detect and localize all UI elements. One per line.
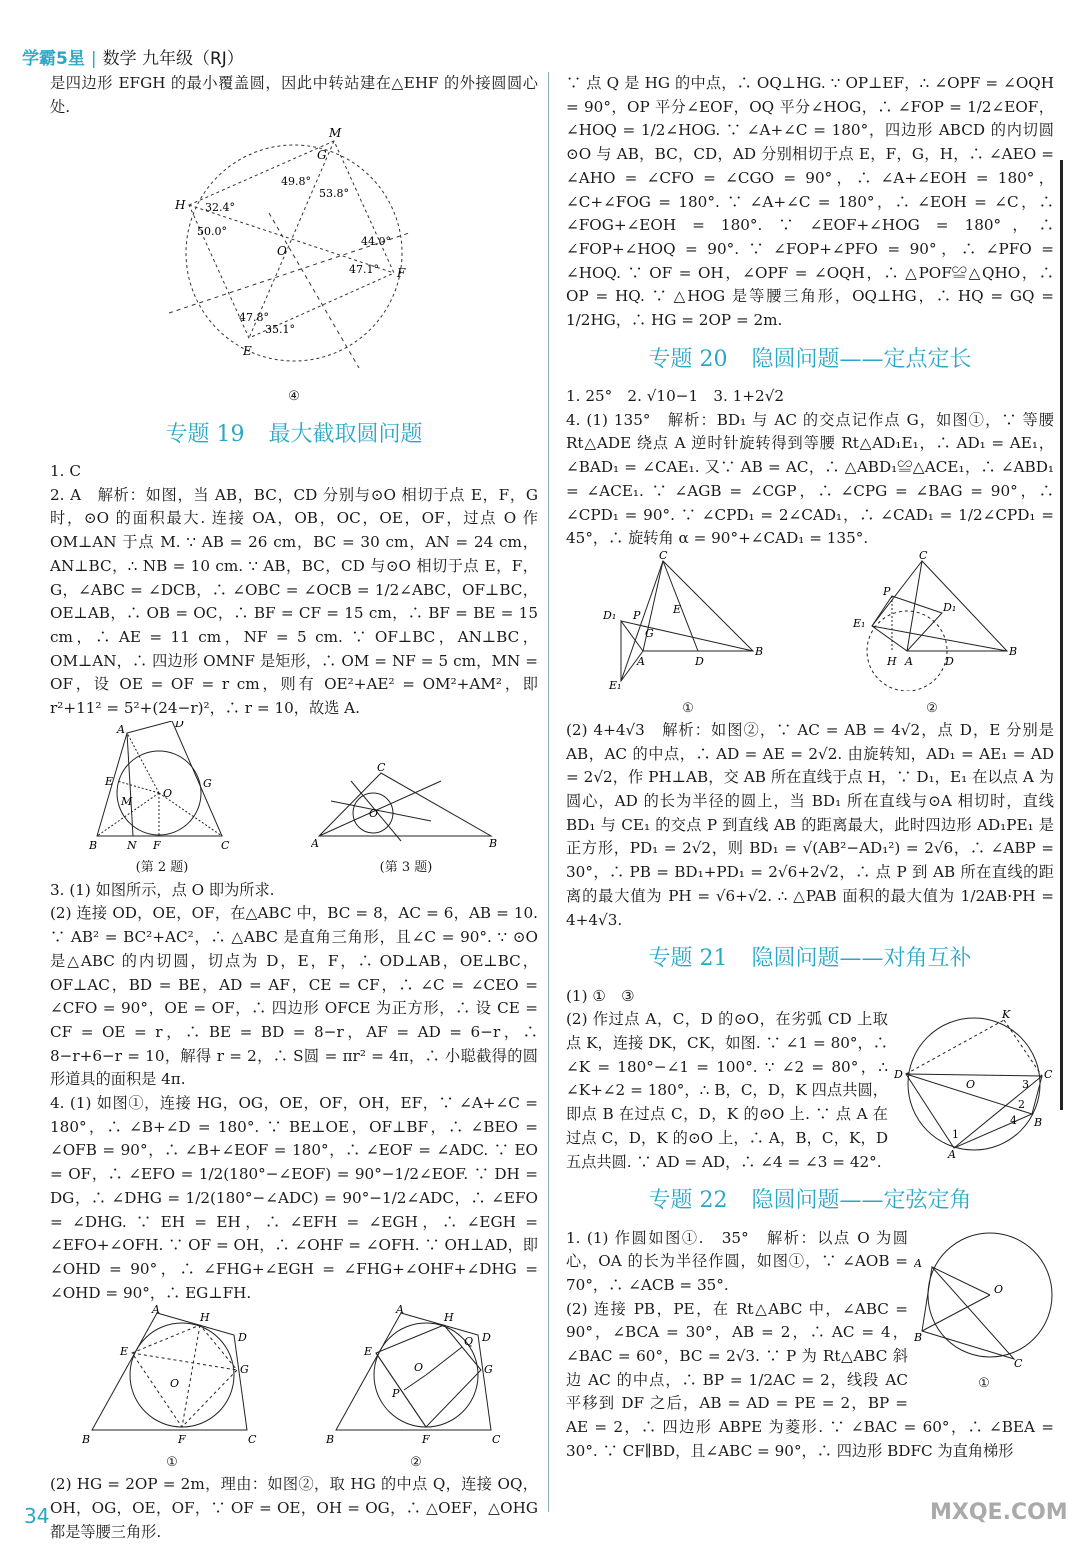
label-B: B — [82, 1433, 91, 1446]
label-E: E — [673, 602, 682, 616]
figure-4 — [169, 123, 419, 383]
figures-q2-q3 — [50, 721, 538, 879]
label-H: H — [444, 1311, 454, 1325]
label-C: C — [1044, 1068, 1053, 1082]
topic-21-number: 专题 21 — [648, 946, 728, 972]
column-divider — [548, 72, 549, 1512]
label-D1: D₁ — [943, 600, 957, 614]
label-Q: Q — [464, 1335, 474, 1349]
label-B: B — [326, 1433, 335, 1446]
label-A: A — [637, 654, 645, 668]
label-B: B — [89, 838, 98, 851]
answer-1: 1. C — [50, 461, 81, 480]
topic-21-title: 隐圆问题——对角互补 — [751, 946, 972, 972]
left-column — [50, 72, 538, 1544]
label-D: D — [175, 720, 184, 730]
angle-label: 35.1° — [265, 323, 295, 337]
label-E: E — [105, 774, 114, 788]
t20-answers-1-3: 1. 25° 2. √10−1 3. 1+2√2 — [566, 387, 785, 406]
label-P: P — [633, 608, 641, 622]
grade: 九年级（RJ） — [141, 49, 244, 69]
angle-label: 32.4° — [205, 201, 235, 215]
label-A: A — [396, 1305, 404, 1317]
label-A: A — [914, 1256, 922, 1270]
topic-21-heading — [566, 942, 1054, 976]
figure-q2 — [87, 721, 237, 851]
label-N: N — [127, 838, 137, 851]
label-A: A — [948, 1148, 956, 1159]
t21-answer-1: (1) ① ③ — [566, 986, 635, 1005]
label-F: F — [153, 838, 161, 851]
answer-3a: 3. (1) 如图所示，点 O 即为所求. — [50, 880, 275, 899]
label-O: O — [277, 244, 287, 259]
figure-4-caption: ④ — [288, 389, 300, 405]
page-edge-bar — [1060, 160, 1063, 1110]
topic-20-heading — [566, 343, 1054, 377]
t20-figure-1 — [603, 551, 773, 691]
label-O: O — [369, 806, 379, 820]
label-G: G — [240, 1363, 249, 1377]
label-B: B — [1009, 644, 1017, 658]
label-D: D — [482, 1331, 491, 1345]
label-P: P — [392, 1387, 400, 1401]
figure-q4-1-caption: ① — [166, 1455, 178, 1471]
label-D: D — [238, 1331, 247, 1345]
label-B: B — [755, 644, 764, 658]
angle-3: 3 — [1022, 1078, 1029, 1092]
angle-label: 44.0° — [361, 235, 391, 249]
label-O: O — [994, 1282, 1004, 1296]
label-A: A — [117, 722, 125, 736]
label-O: O — [163, 786, 173, 800]
angle-4: 4 — [1010, 1114, 1017, 1128]
intro-text: 是四边形 EFGH 的最小覆盖圆，因此中转站建在△EHF 的外接圆圆心处. — [50, 74, 538, 116]
t20-figure-1-caption: ① — [682, 700, 694, 716]
label-K: K — [1002, 1008, 1011, 1022]
t22-figure-1-caption: ① — [978, 1376, 990, 1392]
figures-q4 — [50, 1305, 538, 1473]
label-G: G — [645, 626, 654, 640]
page-header: 学霸5星 | 数学 九年级（RJ） — [22, 49, 244, 69]
label-A: A — [311, 836, 319, 850]
label-G: G — [484, 1363, 493, 1377]
label-H: H — [887, 654, 897, 668]
label-M: M — [121, 794, 133, 808]
figure-q3 — [311, 761, 501, 851]
t22-answer-1: 1. (1) 作圆如图①. 35° 解析：以点 O 为圆心，OA 的长为半径作圆，如图①，∵ ∠AOB = 70°，∴ ∠ACB = 35°. — [566, 1228, 908, 1294]
label-B: B — [1034, 1116, 1043, 1130]
figure-q4-2-caption: ② — [410, 1455, 422, 1471]
topic-20-number: 专题 20 — [648, 346, 728, 372]
label-B: B — [489, 836, 498, 850]
label-G: G — [203, 776, 212, 790]
topic-20-title: 隐圆问题——定点定长 — [751, 346, 972, 372]
label-E1: E₁ — [609, 678, 622, 691]
label-H: H — [200, 1311, 210, 1325]
figure-q3-caption: (第 3 题) — [379, 860, 433, 876]
brand-logo: 学霸5星 — [22, 49, 85, 69]
angle-label: 53.8° — [319, 187, 349, 201]
t20-figure-2-caption: ② — [926, 700, 938, 716]
label-C: C — [248, 1433, 257, 1446]
figure-q4-2 — [326, 1305, 506, 1445]
label-O: O — [966, 1078, 976, 1092]
label-A: A — [152, 1305, 160, 1317]
label-A: A — [905, 654, 913, 668]
topic-19-number: 专题 19 — [165, 421, 245, 447]
page-number: 34 — [24, 1504, 50, 1528]
label-C: C — [492, 1433, 501, 1446]
figure-q2-caption: (第 2 题) — [135, 860, 189, 876]
label-M: M — [329, 126, 342, 141]
label-D1: D₁ — [603, 608, 617, 622]
label-E1: E₁ — [853, 616, 866, 630]
answer-4a: 4. (1) 如图①，连接 HG，OG，OE，OF，OH，EF，∵ ∠A+∠C = 180°，∴ ∠B+∠D = 180°. ∵ BE⊥OE，OF⊥BF，∴ ∠BEO = ∠OFB = 90°，∴ ∠B+∠EOF = 180°，∴ ∠EOF = ∠ADC. ∵ EO = OF，∴ ∠EFO = 1/2(180°−∠EOF) = 90°−1/2∠EOF. ∵ DH = DG，∴ ∠DHG = 1/2(180°−∠ADC) = 90°−1/2∠ADC，∴ ∠EFO = ∠DHG. ∵ EH = EH，∴ ∠EFH = ∠EGH，∴ ∠EGH = ∠EFO+∠OFH. ∵ OF = OH，∴ ∠OHF = ∠OFH. ∵ OH⊥AD，即∠OHD = 90°，∴ ∠FHG+∠EGH = ∠FHG+∠OHF+∠DHG = ∠OHD = 90°，∴ EG⊥FH. — [50, 1094, 538, 1302]
t20-figure-2 — [847, 551, 1017, 691]
watermark: MXQE.COM — [930, 1500, 1068, 1525]
t21-answer-2: (2) 作过点 A，C，D 的⊙O，在劣弧 CD 上取点 K，连接 DK，CK，如图. ∵ ∠1 = 80°，∴ ∠K = 180°−∠1 = 100°. ∵ ∠2 = 80°，∴ ∠K+∠2 = 180°，∴ B，C，D，K 四点共圆，即点 B 在过点 C，D，K 的⊙O 上. ∵ 点 A 在过点 C，D，K 的⊙O 上，∴ A，B，C，K，D 五点共圆. ∵ AD = AD，∴ ∠4 = ∠3 = 42°. — [566, 1010, 888, 1171]
label-C: C — [659, 550, 668, 562]
label-F: F — [178, 1433, 186, 1446]
t21-figure — [894, 1008, 1054, 1158]
t22-answer-2: (2) 连接 PB，PE，在 Rt△ABC 中，∠ABC = 90°，∠BCA = 30°，AB = 2，∴ AC = 4，∠BAC = 60°，BC = 2√3. ∵ P 为 Rt△ABC 斜边 AC 的中点，∴ BP = 1/2AC = 2，线段 AC 平移到 DF 之后，AB = AD = PE = 2，BP = AE = 2，∴ 四边形 ABPE 为菱形. ∵ ∠BAC = 60°，∴ ∠BEA = 30°. ∵ CF∥BD，且∠ABC = 90°，∴ 四边形 BDFC 为直角梯形 — [566, 1299, 1054, 1460]
right-column — [566, 72, 1054, 1464]
angle-label: 50.0° — [197, 225, 227, 239]
angle-1: 1 — [952, 1128, 959, 1142]
t20-answer-4a: 4. (1) 135° 解析：BD₁ 与 AC 的交点记作点 G，如图①，∵ 等腰 Rt△ADE 绕点 A 逆时针旋转得到等腰 Rt△AD₁E₁，∴ AD₁ = AE₁，∠BAD₁ = ∠CAE₁. 又∵ AB = AC，∴ △ABD₁≌△ACE₁，∴ ∠ABD₁ = ∠ACE₁. ∵ ∠AGB = ∠CGP，∴ ∠CPG = ∠BAG = 90°，∴ ∠CPD₁ = 90°. ∵ ∠CPD₁ = 2∠CAD₁，∴ ∠CAD₁ = 1/2∠CPD₁ = 45°，∴ 旋转角 α = 90°+∠CAD₁ = 135°. — [566, 410, 1054, 548]
subject: 数学 — [102, 49, 137, 69]
t20-figures — [566, 551, 1054, 719]
answer-4b: (2) HG = 2OP = 2m，理由：如图②，取 HG 的中点 Q，连接 OQ，OH，OG，OE，OF，∵ OF = OE，OH = OG，∴ △OEF，△OHG 都是等腰三角形. — [50, 1475, 538, 1541]
label-D: D — [945, 654, 954, 668]
t20-answer-4b: (2) 4+4√3 解析：如图②，∵ AC = AB = 4√2，点 D，E 分别是 AB，AC 的中点，∴ AD = AE = 2√2. 由旋转知，AD₁ = AE₁ = AD = 2√2，作 PH⊥AB，交 AB 所在直线于点 H，∵ D₁，E₁ 在以点 A 为圆心，AD 的长为半径的圆上，当 BD₁ 所在直线与⊙A 相切时，直线 BD₁ 与 CE₁ 的交点 P 到直线 AB 的距离最大，此时四边形 AD₁PE₁ 是正方形，PD₁ = 2√2，则 BD₁ = √(AB²−AD₁²) = 2√6，∴ ∠ABP = 30°，∴ PB = BD₁+PD₁ = 2√6+2√2，∴ 点 P 到 AB 所在直线的距离的最大值为 PH = √6+√2. ∴ △PAB 面积的最大值为 1/2AB·PH = 4+4√3. — [566, 720, 1054, 929]
label-B: B — [914, 1330, 923, 1344]
label-O: O — [170, 1377, 180, 1391]
topic-22-heading — [566, 1184, 1054, 1218]
label-F: F — [397, 266, 406, 281]
label-H: H — [175, 198, 186, 213]
label-G: G — [317, 148, 327, 163]
label-E: E — [243, 344, 252, 359]
label-C: C — [919, 550, 928, 562]
angle-label: 47.1° — [349, 263, 379, 277]
label-E: E — [120, 1345, 129, 1359]
label-D: D — [695, 654, 704, 668]
answer-2: 2. A 解析：如图，当 AB，BC，CD 分别与⊙O 相切于点 E，F，G 时，⊙O 的面积最大. 连接 OA，OB，OC，OE，OF，过点 O 作 OM⊥AN 于点 M. ∵ AB = 26 cm，BC = 30 cm，AN = 24 cm，AN⊥BC，∴ NB = 10 cm. ∵ AB，BC，CD 与⊙O 相切于点 E，F，G，∠ABC = ∠DCB，∴ ∠OBC = ∠OCB = 1/2∠ABC，OF⊥BC，OE⊥AB，∴ OB = OC，∴ BF = CF = 15 cm，∴ BF = BE = 15 cm，∴ AE = 11 cm，NF = 5 cm. ∵ OF⊥BC，AN⊥BC，OM⊥AN，∴ 四边形 OMNF 是矩形，∴ OM = NF = 5 cm，MN = OF，设 OE = OF = r cm，则有 OE²+AE² = OM²+AM²，即 r²+11² = 5²+(24−r)²，∴ r = 10，故选 A. — [50, 485, 538, 718]
angle-label: 49.8° — [281, 175, 311, 189]
label-F: F — [422, 1433, 430, 1446]
label-E: E — [364, 1345, 373, 1359]
label-D: D — [894, 1068, 903, 1082]
figure-q4-1 — [82, 1305, 262, 1445]
topic-19-heading — [50, 418, 538, 452]
angle-label: 47.8° — [239, 311, 269, 325]
label-C: C — [221, 838, 230, 851]
answer-3b: (2) 连接 OD，OE，OF，在△ABC 中，BC = 8，AC = 6，AB = 10. ∵ AB² = BC²+AC²，∴ △ABC 是直角三角形，且∠C = 90°. ∵ ⊙O 是△ABC 的内切圆，切点为 D，E，F，∴ OD⊥AB，OE⊥BC，OF⊥AC，BD = BE，AD = AF，CE = CF，∴ ∠C = ∠CEO = ∠CFO = 90°，OE = OF，∴ 四边形 OFCE 为正方形，∴ 设 CE = CF = OE = r，∴ BE = BD = 8−r，AF = AD = 6−r，∴ 8−r+6−r = 10，解得 r = 2，∴ S圆 = πr² = 4π，∴ 小聪截得的圆形道具的面积是 4π. — [50, 904, 538, 1089]
t22-figure-1 — [914, 1227, 1054, 1367]
continued-proof: ∵ 点 Q 是 HG 的中点，∴ OQ⊥HG. ∵ OP⊥EF，∴ ∠OPF = ∠OQH = 90°，OP 平分∠EOF，OQ 平分∠HOG，∴ ∠FOP = 1/2∠EOF，∠HOQ = 1/2∠HOG. ∵ ∠A+∠C = 180°，四边形 ABCD 的内切圆⊙O 与 AB，BC，CD，AD 分别相切于点 E，F，G，H，∴ ∠AEO = ∠AHO = ∠CFO = ∠CGO = 90°，∴ ∠A+∠EOH = 180°，∠C+∠FOG = 180°. ∵ ∠A+∠C = 180°，∴ ∠EOH = ∠C，∴ ∠FOG+∠EOH = 180°. ∵ ∠EOF+∠HOG = 180°，∴ ∠FOP+∠HOQ = 90°. ∵ ∠FOP+∠PFO = 90°，∴ ∠PFO = ∠HOQ. ∵ OF = OH，∠OPF = ∠OQH，∴ △POF≌△QHO，∴ OP = HQ. ∵ △HOG 是等腰三角形，OQ⊥HG，∴ HQ = GQ = 1/2HG，∴ HG = 2OP = 2m. — [566, 74, 1054, 330]
topic-22-title: 隐圆问题——定弦定角 — [751, 1188, 972, 1214]
label-C: C — [1014, 1356, 1023, 1367]
label-P: P — [883, 584, 891, 598]
topic-19-title: 最大截取圆问题 — [268, 421, 423, 447]
angle-2: 2 — [1018, 1098, 1025, 1112]
label-O: O — [414, 1361, 424, 1375]
topic-22-number: 专题 22 — [648, 1188, 728, 1214]
label-C: C — [377, 760, 386, 774]
